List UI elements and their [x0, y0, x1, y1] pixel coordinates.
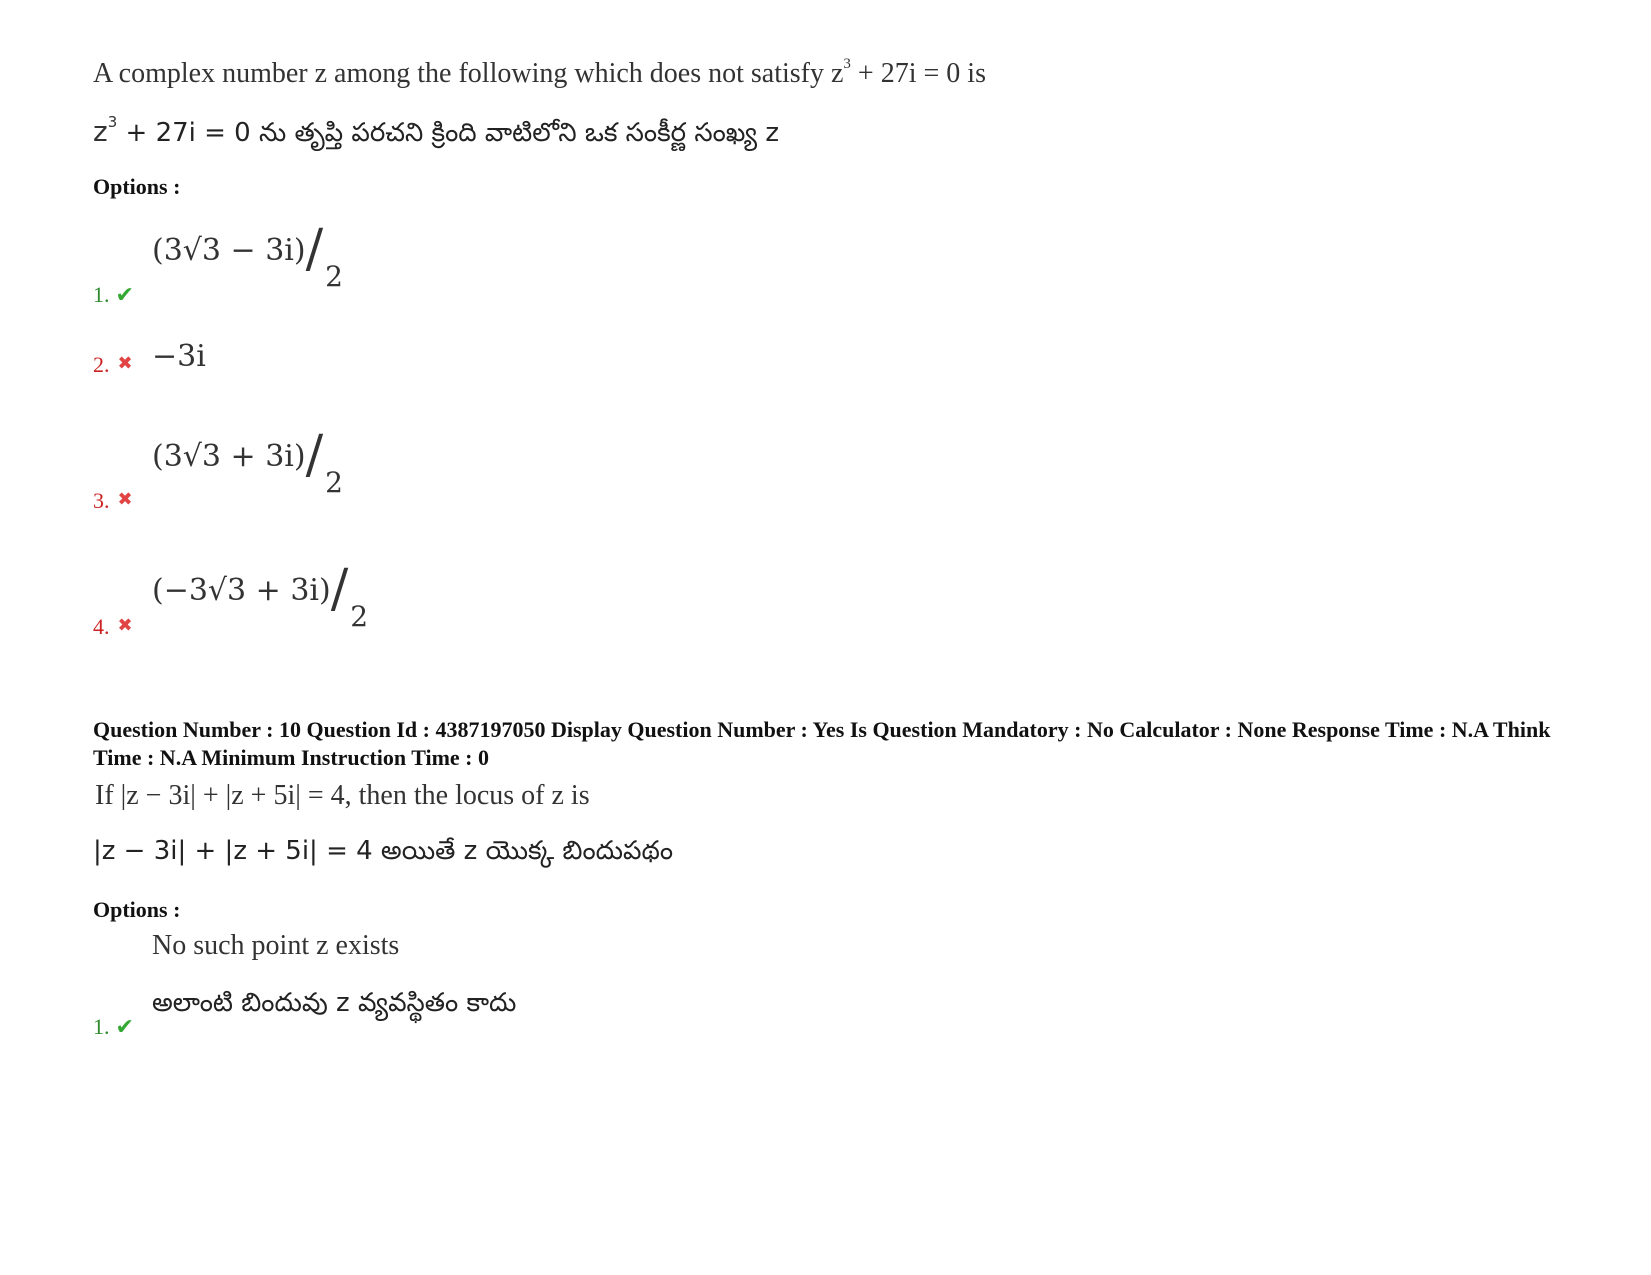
option-number: 1.	[93, 1014, 110, 1039]
q9-option-4-math	[152, 553, 369, 633]
q10-options-label: Options :	[93, 897, 181, 922]
q9-option-3-denominator: 2	[325, 466, 343, 499]
q9-option-3-number	[93, 488, 133, 514]
fraction-slash: /	[305, 425, 324, 485]
q9-telugu-z: z	[93, 115, 108, 148]
q10-metadata: Question Number : 10 Question Id : 4387197050 Display Question Number : Yes Is Question Mandatory : No Calculator : None Response Time : N.A Think Time : N.A Minimum Instruction Time : 0	[93, 717, 1551, 770]
q9-option-2-number	[93, 352, 133, 378]
q9-option-1-math	[152, 213, 343, 293]
q9-exponent: 3	[843, 55, 851, 72]
q9-question-telugu	[93, 115, 779, 154]
q9-option-2-math: −3i	[152, 339, 206, 374]
q9-option-1-numerator: (3√3 − 3i)	[152, 233, 306, 268]
cross-icon: ✖	[117, 353, 133, 373]
cross-icon: ✖	[117, 615, 133, 635]
q9-option-3-math	[152, 419, 343, 499]
q9-option-3-numerator: (3√3 + 3i)	[152, 439, 306, 474]
q9-option-1-number	[93, 282, 134, 308]
q10-option-1-telugu: అలాంటి బిందువు z వ్యవస్థితం కాదు	[152, 988, 517, 1018]
check-icon: ✔	[115, 1014, 134, 1039]
q10-question-telugu: |z − 3i| + |z + 5i| = 4 అయితే z యొక్క బిందుపథం	[93, 836, 674, 866]
option-number: 4.	[93, 614, 110, 639]
q9-telugu-exponent: 3	[107, 113, 118, 132]
cross-icon: ✖	[117, 489, 133, 509]
q9-option-4-numerator: (−3√3 + 3i)	[152, 573, 331, 608]
q9-question-english	[93, 55, 986, 90]
fraction-slash: /	[330, 559, 349, 619]
q10-question-english: If |z − 3i| + |z + 5i| = 4, then the locus of z is	[95, 780, 590, 811]
fraction-slash: /	[305, 219, 324, 279]
q9-option-1-denominator: 2	[325, 260, 343, 293]
check-icon: ✔	[115, 282, 134, 307]
q9-question-english-main: A complex number z among the following which does not satisfy z	[93, 58, 844, 89]
q10-option-1-english: No such point z exists	[152, 930, 400, 961]
q9-question-telugu-text: + 27i = 0 ను తృప్తి పరచని క్రింది వాటిలోని ఒక సంకీర్ణ సంఖ్య z	[117, 118, 779, 148]
q10-option-1-number	[93, 1014, 134, 1040]
q9-option-4-denominator: 2	[350, 600, 369, 633]
q9-option-4-number	[93, 614, 133, 640]
option-number: 2.	[93, 352, 110, 377]
q9-options-label: Options :	[93, 174, 181, 199]
option-number: 3.	[93, 488, 110, 513]
option-number: 1.	[93, 282, 110, 307]
q9-question-english-tail: + 27i = 0 is	[850, 58, 986, 89]
